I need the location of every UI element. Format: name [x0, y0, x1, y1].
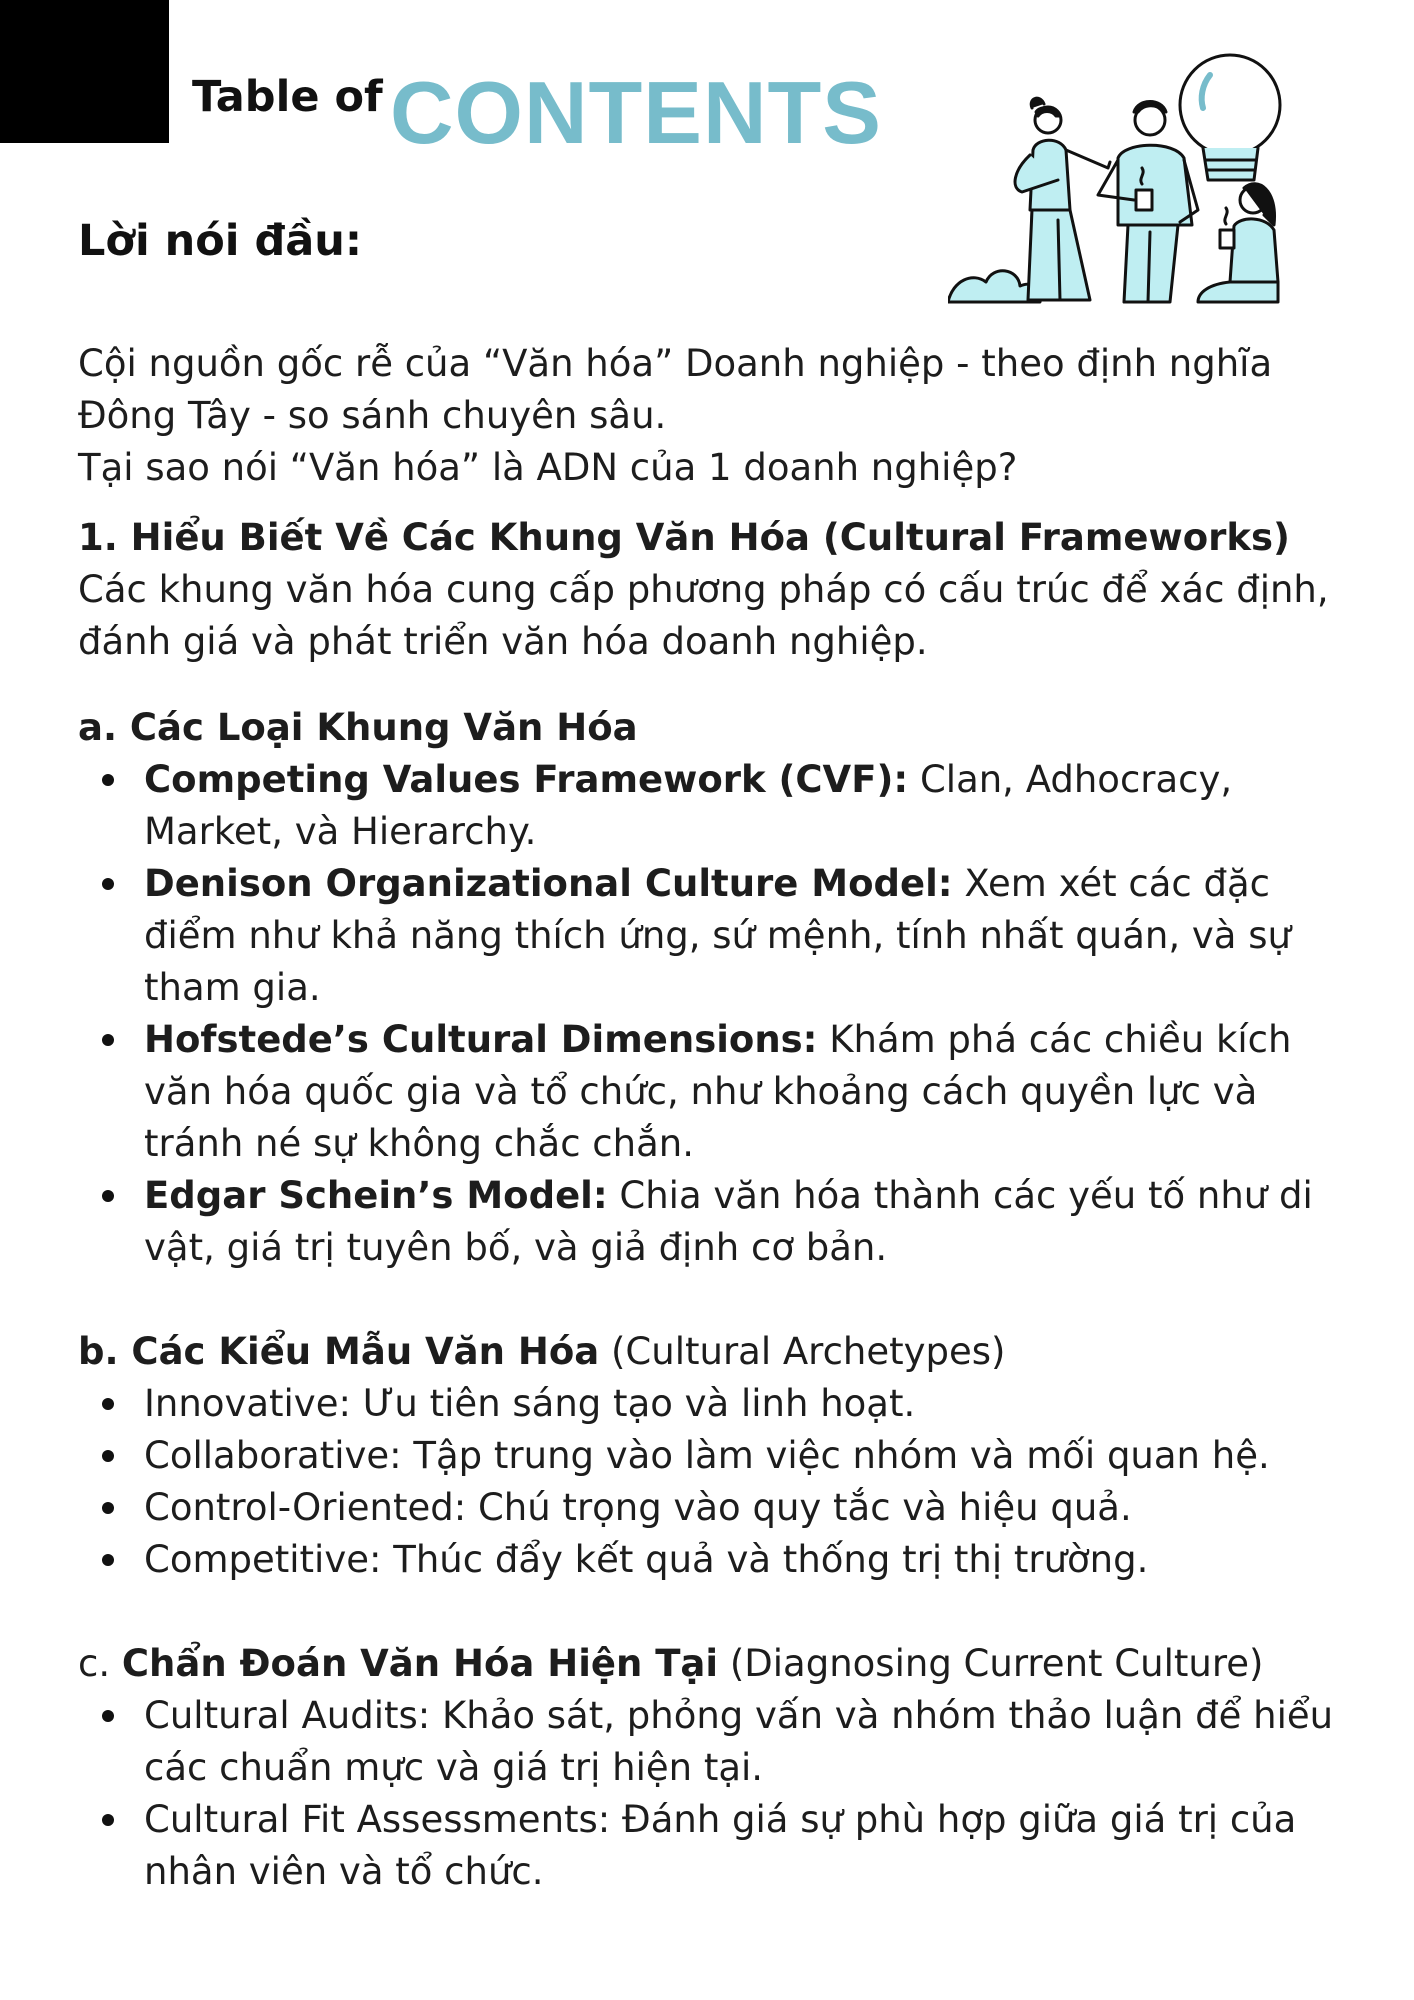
section-b-heading-bold: b. Các Kiểu Mẫu Văn Hóa: [78, 1330, 600, 1373]
section-b-list: [78, 1378, 1348, 1586]
framework-desc: Chia văn hóa thành các yếu tố như di vật, giá trị tuyên bố, và giả định cơ bản.: [144, 1174, 1313, 1269]
list-item: [144, 858, 1348, 1014]
section-b-heading-rest: (Cultural Archetypes): [599, 1330, 1006, 1373]
list-item: [144, 1170, 1348, 1274]
framework-desc: Clan, Adhocracy, Market, và Hierarchy.: [144, 758, 1233, 853]
section-c-heading-bold: Chẩn Đoán Văn Hóa Hiện Tại: [121, 1642, 719, 1685]
framework-desc: Khám phá các chiều kích văn hóa quốc gia và tổ chức, như khoảng cách quyền lực và tránh né sự không chắc chắn.: [144, 1018, 1292, 1165]
section-1-description: Các khung văn hóa cung cấp phương pháp có cấu trúc để xác định, đánh giá và phát triển văn hóa doanh nghiệp.: [78, 568, 1329, 663]
section-a-list: [78, 754, 1348, 1274]
list-item: Innovative: Ưu tiên sáng tạo và linh hoạt.: [144, 1378, 1348, 1430]
page-title: CONTENTS: [390, 63, 882, 162]
document-body: [78, 338, 1348, 1898]
list-item: [144, 1014, 1348, 1170]
framework-name: Competing Values Framework (CVF):: [144, 758, 909, 801]
list-item: Competitive: Thúc đẩy kết quả và thống trị thị trường.: [144, 1534, 1348, 1586]
framework-name: Denison Organizational Culture Model:: [144, 862, 953, 905]
section-c-list: [78, 1690, 1348, 1898]
foreword-line-2: Tại sao nói “Văn hóa” là ADN của 1 doanh nghiệp?: [78, 446, 1018, 489]
foreword-line-1: Cội nguồn gốc rễ của “Văn hóa” Doanh nghiệp - theo định nghĩa Đông Tây - so sánh chuyên sâu.: [78, 342, 1273, 437]
section-c-prefix: c.: [78, 1642, 122, 1685]
corner-black-block: [0, 0, 169, 143]
title-prefix: Table of: [192, 72, 383, 122]
list-item: [144, 754, 1348, 858]
section-a-heading: a. Các Loại Khung Văn Hóa: [78, 706, 638, 749]
section-c-heading-rest: (Diagnosing Current Culture): [718, 1642, 1264, 1685]
section-1-heading: 1. Hiểu Biết Về Các Khung Văn Hóa (Cultural Frameworks): [78, 516, 1290, 559]
list-item: Cultural Audits: Khảo sát, phỏng vấn và nhóm thảo luận để hiểu các chuẩn mực và giá trị hiện tại.: [144, 1690, 1348, 1794]
section-b-heading: [78, 1326, 1348, 1378]
section-c-heading: [78, 1638, 1348, 1690]
foreword-heading: Lời nói đầu:: [78, 216, 363, 266]
list-item: Control-Oriented: Chú trọng vào quy tắc và hiệu quả.: [144, 1482, 1348, 1534]
people-lightbulb-illustration: [948, 50, 1318, 306]
framework-desc: Xem xét các đặc điểm như khả năng thích ứng, sứ mệnh, tính nhất quán, và sự tham gia.: [144, 862, 1291, 1009]
list-item: Cultural Fit Assessments: Đánh giá sự phù hợp giữa giá trị của nhân viên và tổ chức.: [144, 1794, 1348, 1898]
framework-name: Hofstede’s Cultural Dimensions:: [144, 1018, 818, 1061]
list-item: Collaborative: Tập trung vào làm việc nhóm và mối quan hệ.: [144, 1430, 1348, 1482]
framework-name: Edgar Schein’s Model:: [144, 1174, 608, 1217]
